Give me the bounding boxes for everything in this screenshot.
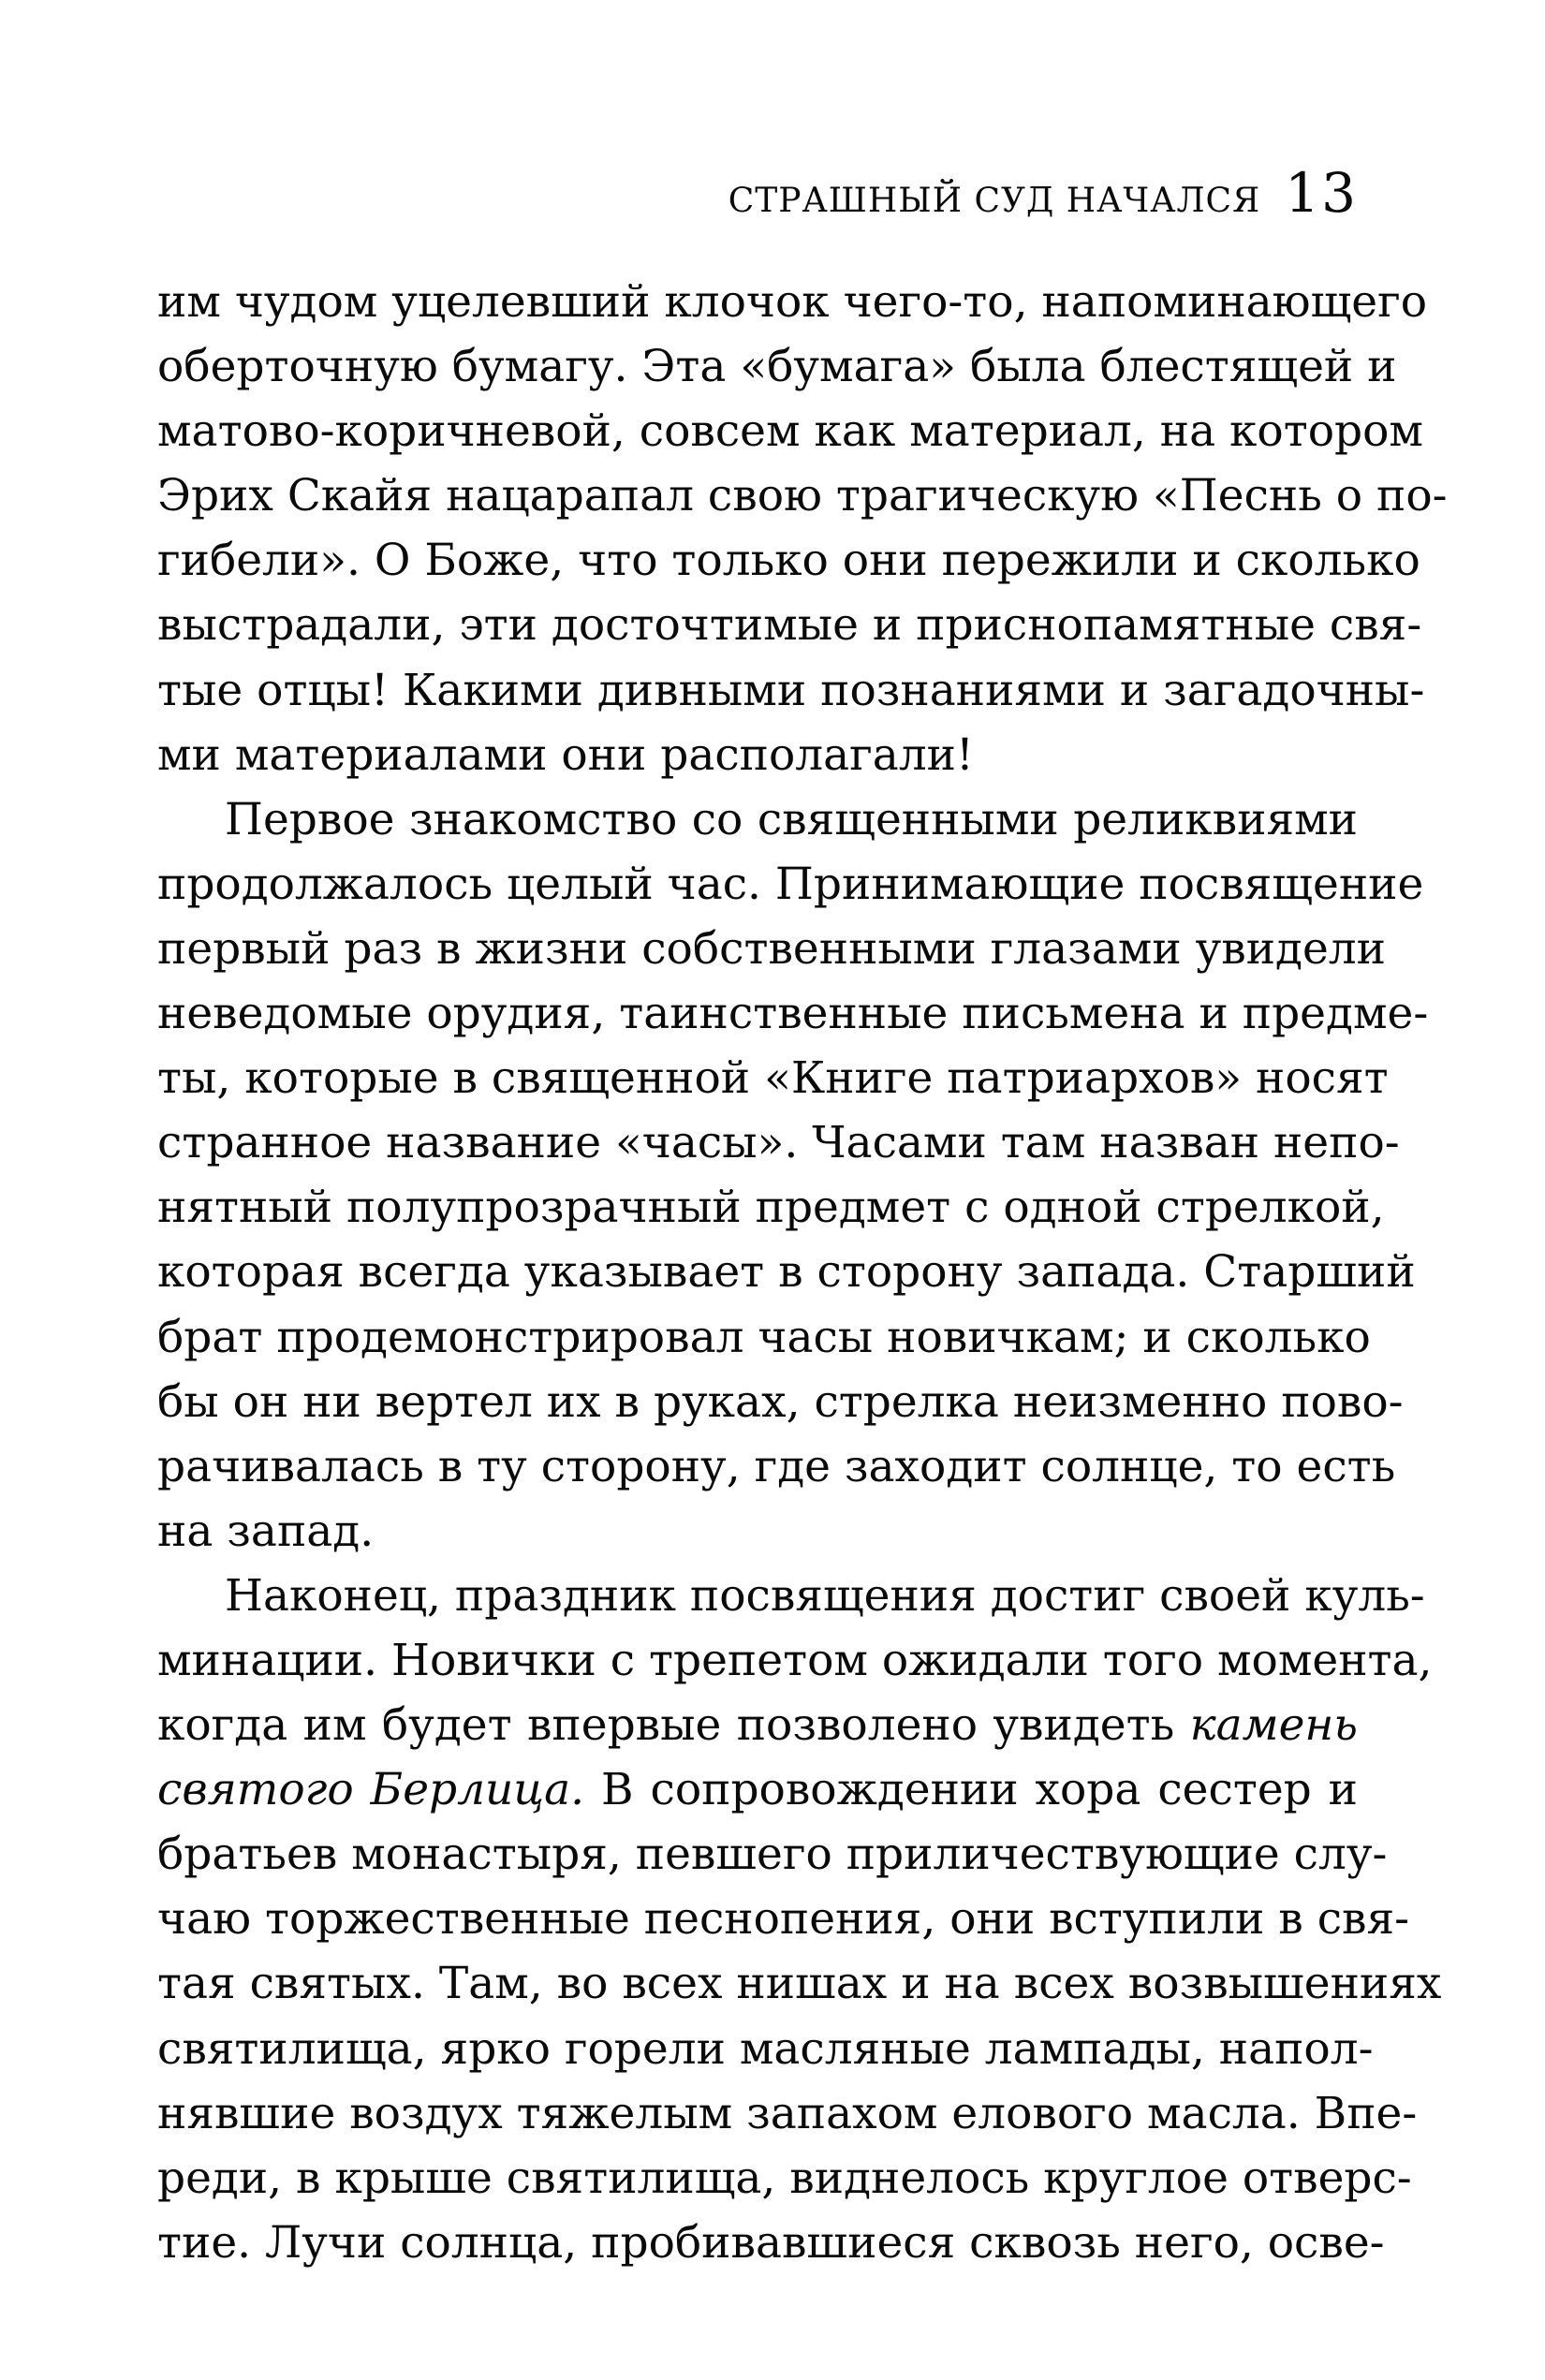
text-line: Наконец, праздник посвящения достиг своей куль-: [225, 1569, 1425, 1622]
text-line: братьев монастыря, певшего приличествующие слу-: [157, 1829, 1388, 1881]
text-line: тая святых. Там, во всех нишах и на всех возвышениях: [157, 1958, 1442, 2010]
text-line: выстрадали, эти досточтимые и приснопамятные свя-: [157, 599, 1422, 652]
text-line: им чудом уцелевший клочок чего-то, напоминающего: [157, 276, 1428, 328]
text-line: которая всегда указывает в сторону запада. Старший: [157, 1246, 1416, 1299]
running-head: [728, 161, 1358, 225]
text-line: первый раз в жизни собственными глазами увидели: [157, 922, 1386, 975]
text-line: Первое знакомство со священными реликвиями: [225, 793, 1358, 845]
page-number: 13: [1285, 161, 1358, 225]
italic-term: святого Берлица.: [157, 1764, 585, 1816]
text-line: Эрих Скайя нацарапал свою трагическую «Песнь о по-: [157, 470, 1448, 522]
text-line: матово-коричневой, совсем как материал, на котором: [157, 405, 1423, 458]
running-title: СТРАШНЫЙ СУД НАЧАЛСЯ: [728, 182, 1261, 220]
text-line: продолжалось целый час. Принимающие посвящение: [157, 858, 1424, 910]
text-line: оберточную бумагу. Эта «бумага» была блестящей и: [157, 341, 1397, 393]
text-line: тые отцы! Какими дивными познаниями и загадочны-: [157, 664, 1425, 716]
text-line: ты, которые в священной «Книге патриархов» носят: [157, 1052, 1389, 1105]
text-line: брат продемонстрировал часы новичкам; и сколько: [157, 1311, 1371, 1363]
text-line: рачивалась в ту сторону, где заходит солнце, то есть: [157, 1440, 1396, 1492]
text-line: странное название «часы». Часами там назван непо-: [157, 1117, 1400, 1169]
text-line: реди, в крыше святилища, виднелось круглое отверс-: [157, 2152, 1412, 2204]
text-line: тие. Лучи солнца, пробивавшиеся сквозь него, осве-: [157, 2216, 1385, 2269]
text-line: минации. Новички с трепетом ожидали того момента,: [157, 1634, 1433, 1686]
text-line: ми материалами они располагали!: [157, 728, 974, 781]
text-segment: В сопровождении хора сестер и: [601, 1764, 1358, 1816]
text-line: [157, 1757, 1358, 1822]
text-line: на запад.: [157, 1505, 375, 1557]
body-text: [157, 270, 1448, 2275]
italic-term: камень: [1189, 1699, 1358, 1752]
text-segment: когда им будет впервые позволено увидеть: [157, 1699, 1175, 1752]
text-line: гибели». О Боже, что только они пережили и сколько: [157, 535, 1420, 587]
text-line: бы он ни вертел их в руках, стрелка неизменно пово-: [157, 1375, 1404, 1428]
text-line: чаю торжественные песнопения, они вступили в свя-: [157, 1893, 1410, 1946]
text-line: нявшие воздух тяжелым запахом елового масла. Впе-: [157, 2087, 1418, 2139]
text-line: нятный полупрозрачный предмет с одной стрелкой,: [157, 1182, 1385, 1234]
text-line: неведомые орудия, таинственные письмена и предме-: [157, 988, 1429, 1040]
text-line: [157, 1693, 1358, 1757]
text-line: святилища, ярко горели масляные лампады, напол-: [157, 2022, 1374, 2075]
